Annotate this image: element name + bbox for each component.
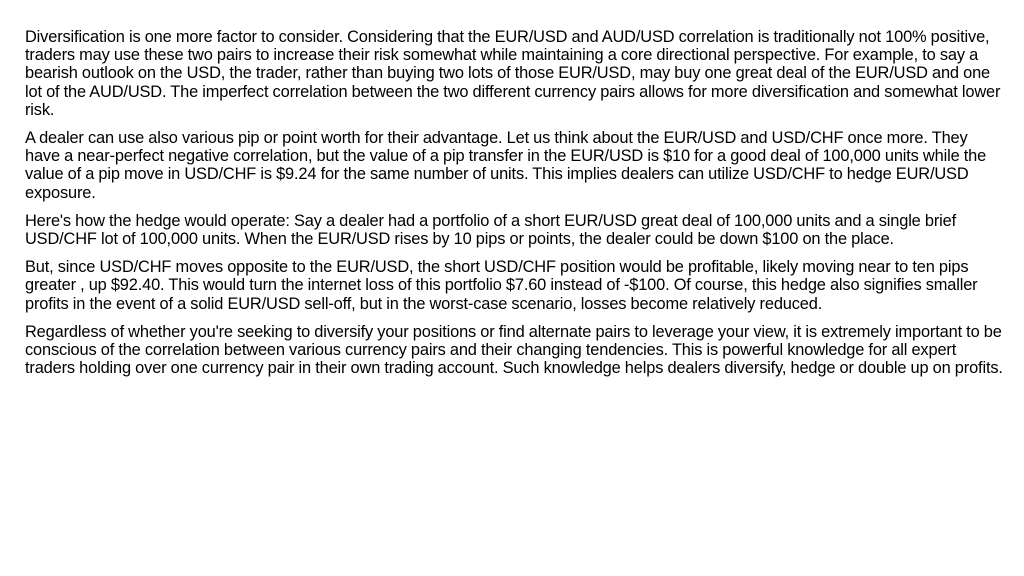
paragraph-conclusion: Regardless of whether you're seeking to diversify your positions or find alternate pairs to leverage your view, it is extremely important to be conscious of the correlation between various currency pairs and their changing tendencies. This is powerful knowledge for all expert traders holding over one currency pair in their own trading account. Such knowledge helps dealers diversify, hedge or double up on profits. <box>25 322 1003 378</box>
paragraph-pip-value: A dealer can use also various pip or point worth for their advantage. Let us think about the EUR/USD and USD/CHF once more. They have a near-perfect negative correlation, but the value of a pip transfer in the EUR/USD is $10 for a good deal of 100,000 units while the value of a pip move in USD/CHF is $9.24 for the same number of units. This implies dealers can utilize USD/CHF to hedge EUR/USD exposure. <box>25 129 987 202</box>
paragraph-diversification: Diversification is one more factor to consider. Considering that the EUR/USD and AUD/USD correlation is traditionally not 100% positive, traders may use these two pairs to increase their risk somewhat while maintaining a core directional perspective. For example, to say a bearish outlook on the USD, the trader, rather than buying two lots of those EUR/USD, may buy one great deal of the EUR/USD and one lot of the AUD/USD. The imperfect correlation between the two different currency pairs allows for more diversification and somewhat lower risk. <box>25 28 1001 119</box>
paragraph-hedge-operation: Here's how the hedge would operate: Say a dealer had a portfolio of a short EUR/USD great deal of 100,000 units and a single brief USD/CHF lot of 100,000 units. When the EUR/USD rises by 10 pips or points, the dealer could be down $100 on the place. <box>25 211 956 249</box>
paragraph-hedge-profit: But, since USD/CHF moves opposite to the EUR/USD, the short USD/CHF position would be profitable, likely moving near to ten pips greater , up $92.40. This would turn the internet loss of this portfolio $7.60 instead of -$100. Of course, this hedge also signifies smaller profits in the event of a solid EUR/USD sell-off, but in the worst-case scenario, losses become relatively reduced. <box>25 258 978 313</box>
